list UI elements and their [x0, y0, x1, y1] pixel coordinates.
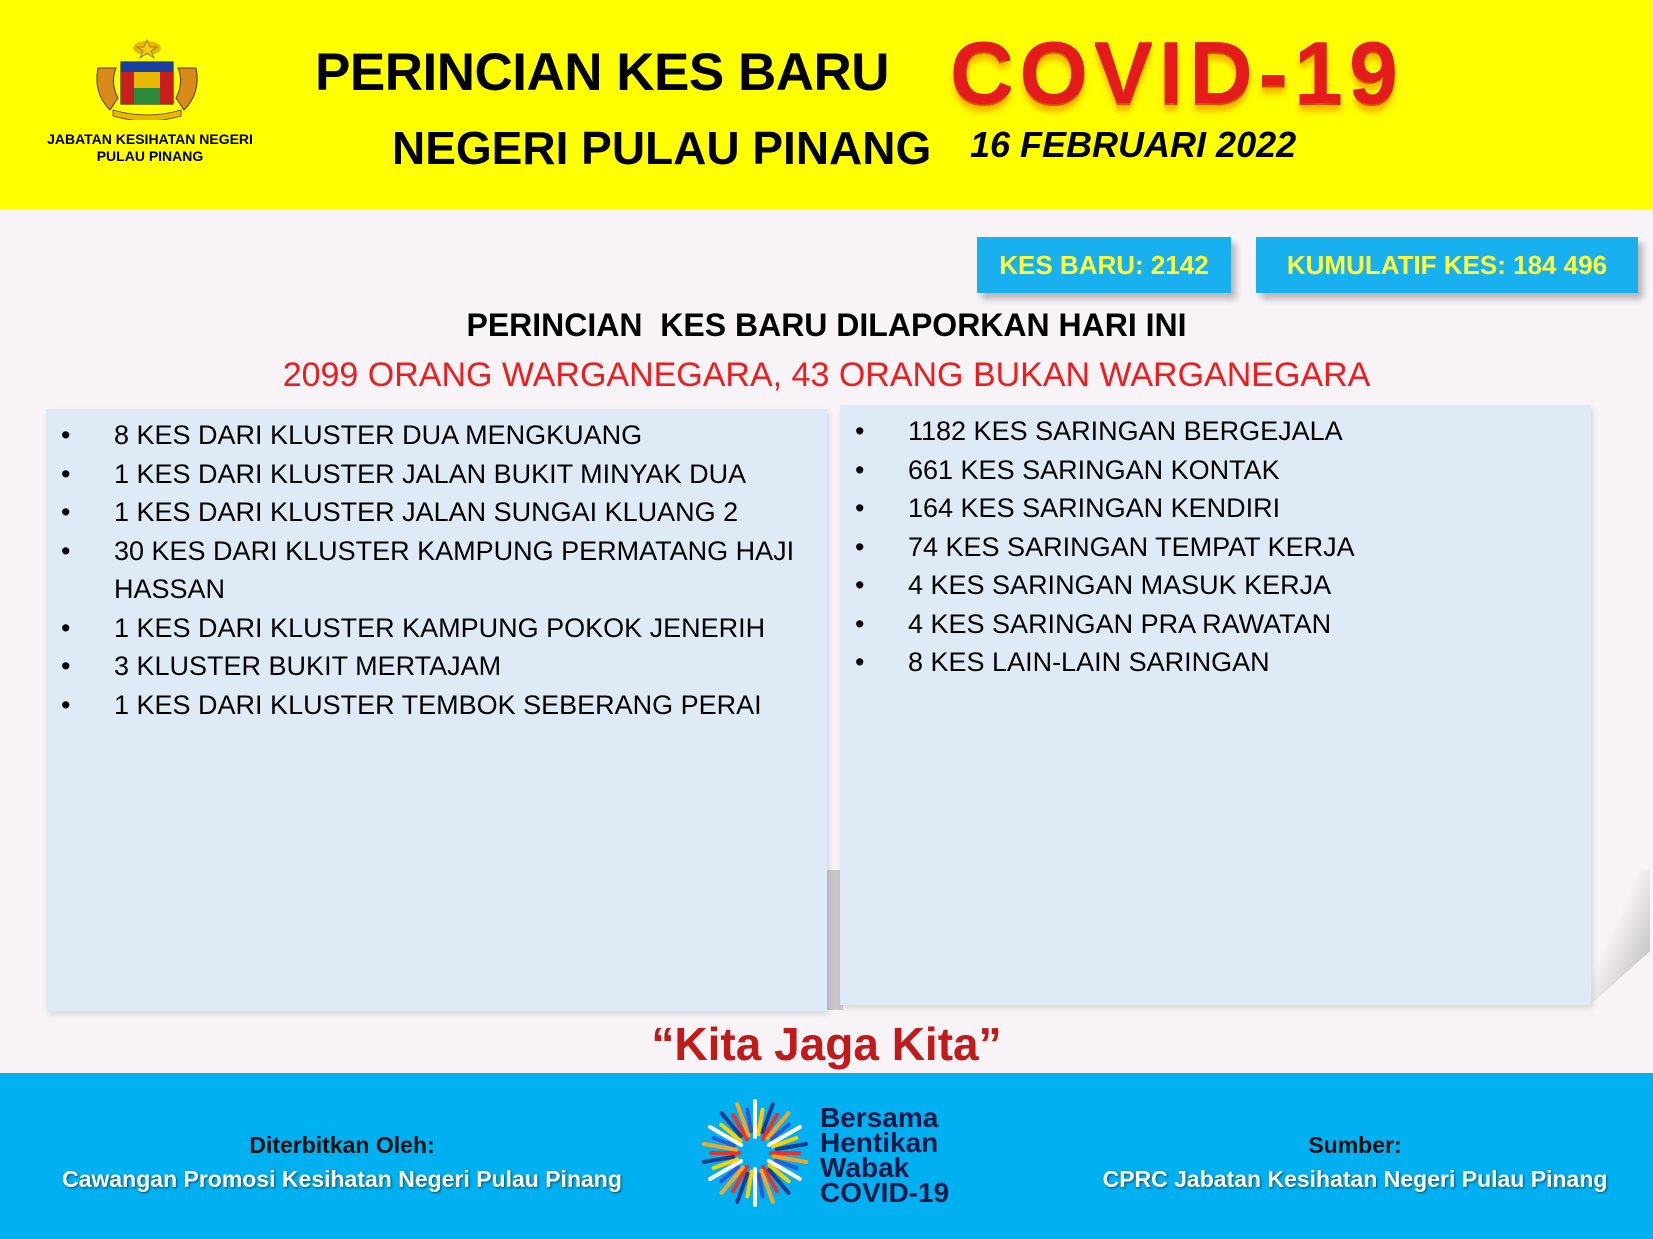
- cumulative-cases-badge: KUMULATIF KES: 184 496: [1256, 237, 1638, 293]
- summary-breakdown: 2099 ORANG WARGANEGARA, 43 ORANG BUKAN WARGANEGARA: [282, 356, 1371, 394]
- panel-shadow: [1590, 870, 1650, 1005]
- source-label: Sumber:: [1308, 1132, 1402, 1158]
- coat-of-arms-icon: [88, 38, 206, 120]
- report-date: 16 FEBRUARI 2022: [970, 124, 1297, 165]
- department-name: [20, 131, 280, 165]
- list-item: • 1182 KES SARINGAN BERGEJALA: [840, 412, 1591, 451]
- list-item: • 1 KES DARI KLUSTER TEMBOK SEBERANG PERAI: [46, 686, 827, 725]
- source-value: CPRC Jabatan Kesihatan Negeri Pulau Pinang: [1102, 1166, 1608, 1192]
- campaign-line-2: Hentikan: [820, 1127, 939, 1158]
- published-label: Diterbitkan Oleh:: [249, 1132, 435, 1158]
- campaign-line-1: Bersama: [820, 1102, 939, 1133]
- list-item: • 4 KES SARINGAN PRA RAWATAN: [840, 605, 1591, 644]
- list-item: • 1 KES DARI KLUSTER KAMPUNG POKOK JENERIH: [46, 609, 827, 648]
- list-item: • 3 KLUSTER BUKIT MERTAJAM: [46, 647, 827, 686]
- list-item: • 74 KES SARINGAN TEMPAT KERJA: [840, 528, 1591, 567]
- cluster-list: [46, 409, 827, 724]
- list-item: • 4 KES SARINGAN MASUK KERJA: [840, 566, 1591, 605]
- published-by: Cawangan Promosi Kesihatan Negeri Pulau Pinang: [62, 1166, 622, 1192]
- cluster-panel: [46, 409, 827, 1011]
- list-item: • 1 KES DARI KLUSTER JALAN SUNGAI KLUANG 2: [46, 493, 827, 532]
- new-cases-badge: KES BARU: 2142: [977, 237, 1231, 293]
- summary-heading: PERINCIAN KES BARU DILAPORKAN HARI INI: [466, 307, 1187, 343]
- list-item: • 30 KES DARI KLUSTER KAMPUNG PERMATANG HAJI HASSAN: [46, 532, 827, 609]
- covid-title: COVID-19: [950, 23, 1404, 122]
- screening-panel: [840, 405, 1591, 1005]
- campaign-line-4: COVID-19: [820, 1177, 950, 1208]
- screening-list: [840, 405, 1591, 682]
- starburst-icon: [700, 1098, 810, 1208]
- list-item: • 8 KES LAIN-LAIN SARINGAN: [840, 643, 1591, 682]
- list-item: • 661 KES SARINGAN KONTAK: [840, 451, 1591, 490]
- page-subtitle: NEGERI PULAU PINANG: [392, 122, 932, 174]
- slogan: “Kita Jaga Kita”: [651, 1018, 1002, 1070]
- footer: [0, 1073, 1653, 1239]
- department-line-1: JABATAN KESIHATAN NEGERI: [47, 131, 253, 147]
- list-item: • 8 KES DARI KLUSTER DUA MENGKUANG: [46, 416, 827, 455]
- list-item: • 164 KES SARINGAN KENDIRI: [840, 489, 1591, 528]
- department-line-2: PULAU PINANG: [96, 148, 204, 164]
- list-item: • 1 KES DARI KLUSTER JALAN BUKIT MINYAK DUA: [46, 455, 827, 494]
- campaign-line-3: Wabak: [820, 1152, 910, 1183]
- page-title: PERINCIAN KES BARU: [315, 43, 890, 102]
- header: [0, 0, 1653, 209]
- campaign-text: [820, 1102, 950, 1208]
